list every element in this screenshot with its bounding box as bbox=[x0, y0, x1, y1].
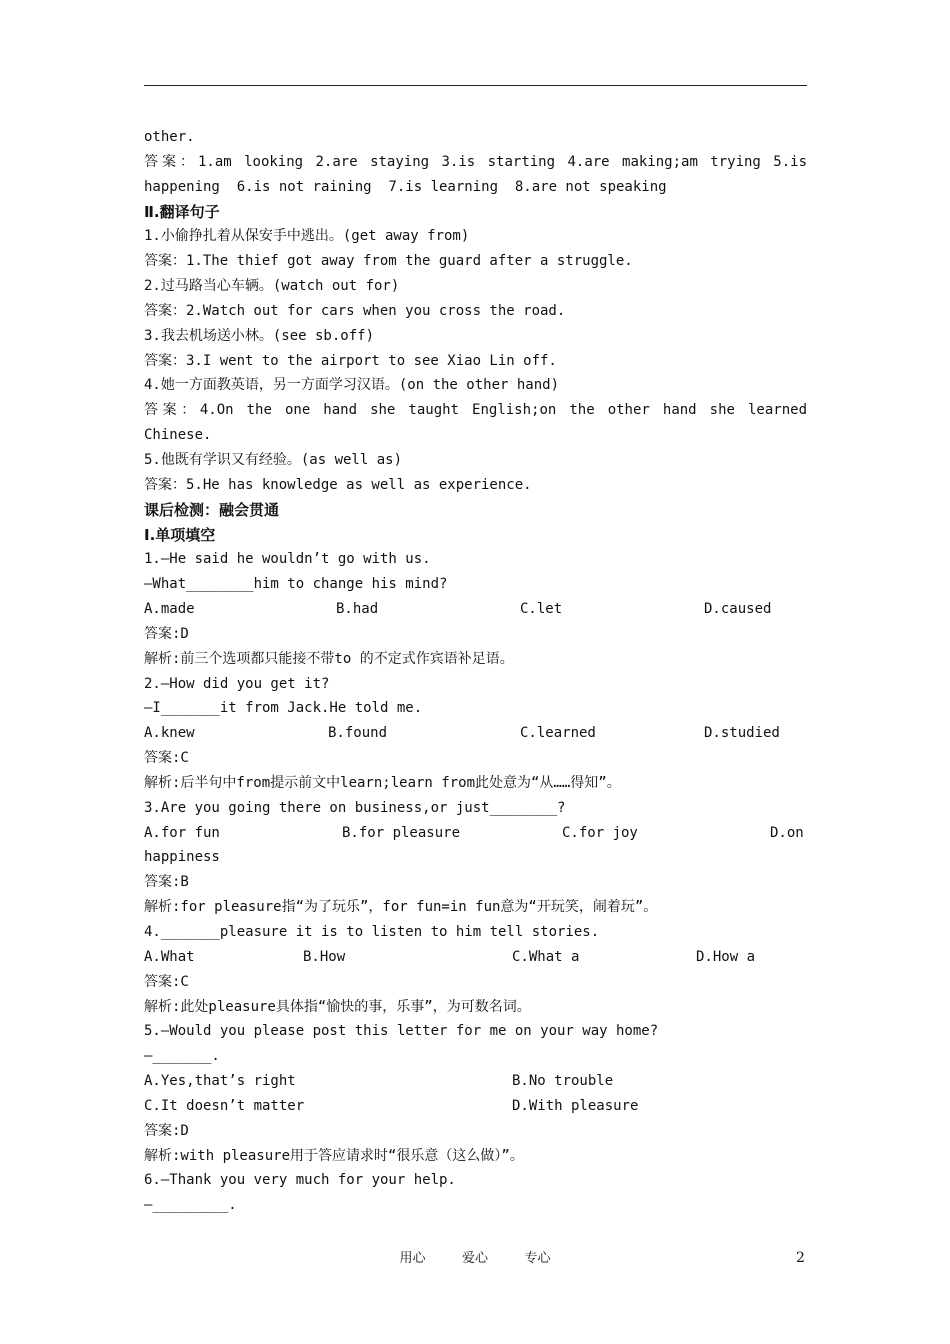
motto-word: 爱心 bbox=[461, 1251, 488, 1266]
option-d: D.caused bbox=[704, 601, 772, 618]
question-line: 3.我去机场送小林。(see sb.off) bbox=[144, 327, 375, 344]
option-a: A.for fun bbox=[144, 824, 220, 841]
option-b: B.No trouble bbox=[512, 1073, 614, 1090]
question-line: 3.Are you going there on business,or just________? bbox=[144, 799, 566, 816]
option-a: A.knew bbox=[144, 725, 195, 742]
option-a: A.Yes,that’s right bbox=[144, 1073, 296, 1090]
option-c: C.It doesn’t matter bbox=[144, 1097, 305, 1114]
answer-line: 答案：2.Watch out for cars when you cross the road. bbox=[144, 302, 566, 319]
answer-line: 答案:B bbox=[144, 874, 189, 891]
answer-line: 答案:D bbox=[144, 625, 189, 642]
section-heading-translate: Ⅱ.翻译句子 bbox=[144, 202, 220, 221]
motto-word: 专心 bbox=[524, 1251, 551, 1266]
option-d: D.How a bbox=[696, 948, 756, 965]
option-c: C.What a bbox=[512, 948, 580, 965]
answer-line: 答案：3.I went to the airport to see Xiao Lin off. bbox=[144, 352, 557, 369]
section-heading-multiple-choice: Ⅰ.单项填空 bbox=[144, 525, 216, 544]
question-line: 1.小偷挣扎着从保安手中逃出。(get away from) bbox=[144, 228, 470, 245]
answer-line: 答案：1.am looking 2.are staying 3.is starting 4.are making;am trying 5.is bbox=[144, 153, 807, 170]
options-row bbox=[144, 1094, 807, 1119]
section-heading-after-class: 课后检测：融会贯通 bbox=[144, 500, 280, 519]
option-b: B.found bbox=[328, 725, 388, 742]
question-line: 4._______pleasure it is to listen to him tell stories. bbox=[144, 924, 600, 940]
footer-motto bbox=[0, 1248, 950, 1269]
options-row bbox=[144, 1069, 807, 1094]
page-number: 2 bbox=[796, 1250, 805, 1266]
answer-line: 答案：1.The thief got away from the guard after a struggle. bbox=[144, 253, 633, 270]
question-line: 6.—Thank you very much for your help. bbox=[144, 1172, 456, 1189]
question-line: —What________him to change his mind? bbox=[144, 576, 448, 593]
question-line: 5.他既有学识又有经验。(as well as) bbox=[144, 451, 403, 468]
answer-line: 答案：4.On the one hand she taught English;on the other hand she learned bbox=[144, 402, 807, 419]
analysis-line: 解析:此处pleasure具体指“愉快的事，乐事”，为可数名词。 bbox=[144, 998, 531, 1015]
question-line: —I_______it from Jack.He told me. bbox=[144, 700, 423, 717]
motto-word: 用心 bbox=[399, 1251, 426, 1266]
answer-line: 答案：5.He has knowledge as well as experience. bbox=[144, 476, 532, 493]
question-line: 5.—Would you please post this letter for me on your way home? bbox=[144, 1023, 659, 1040]
question-line: 2.过马路当心车辆。(watch out for) bbox=[144, 278, 400, 295]
option-c: C.for joy bbox=[562, 824, 638, 841]
question-line: —_________. bbox=[144, 1197, 237, 1214]
option-a: A.What bbox=[144, 948, 195, 965]
option-d: D.on bbox=[770, 824, 804, 841]
option-b: B.How bbox=[303, 948, 346, 965]
option-a: A.made bbox=[144, 601, 195, 618]
analysis-line: 解析:with pleasure用于答应请求时“很乐意（这么做）”。 bbox=[144, 1147, 524, 1164]
options-row bbox=[144, 721, 807, 746]
question-line: —_______. bbox=[144, 1048, 220, 1065]
options-row bbox=[144, 597, 807, 622]
text-line: other. bbox=[144, 129, 195, 145]
page-footer bbox=[0, 1248, 950, 1268]
options-row bbox=[144, 821, 807, 846]
answer-line: 答案:C bbox=[144, 750, 189, 767]
question-line: 4.她一方面教英语，另一方面学习汉语。(on the other hand) bbox=[144, 377, 560, 394]
option-c: C.let bbox=[520, 601, 563, 618]
answer-line: 答案:D bbox=[144, 1122, 189, 1139]
option-b: B.had bbox=[336, 601, 379, 618]
page-body bbox=[144, 125, 807, 1218]
text-line: happiness bbox=[144, 849, 220, 866]
option-d: D.With pleasure bbox=[512, 1097, 639, 1114]
option-c: C.learned bbox=[520, 725, 596, 742]
header-rule bbox=[144, 85, 807, 86]
question-line: 2.—How did you get it? bbox=[144, 675, 330, 692]
analysis-line: 解析:后半句中from提示前文中learn;learn from此处意为“从……得知”。 bbox=[144, 774, 621, 791]
option-d: D.studied bbox=[704, 725, 780, 742]
answer-line: 答案:C bbox=[144, 973, 189, 990]
answer-line: Chinese. bbox=[144, 427, 212, 444]
analysis-line: 解析:前三个选项都只能接不带to 的不定式作宾语补足语。 bbox=[144, 650, 514, 667]
option-b: B.for pleasure bbox=[342, 824, 461, 841]
question-line: 1.—He said he wouldn’t go with us. bbox=[144, 551, 431, 568]
options-row bbox=[144, 945, 807, 970]
answer-line: happening 6.is not raining 7.is learning 8.are not speaking bbox=[144, 178, 667, 195]
analysis-line: 解析:for pleasure指“为了玩乐”，for fun=in fun意为“开玩笑，闹着玩”。 bbox=[144, 899, 658, 916]
